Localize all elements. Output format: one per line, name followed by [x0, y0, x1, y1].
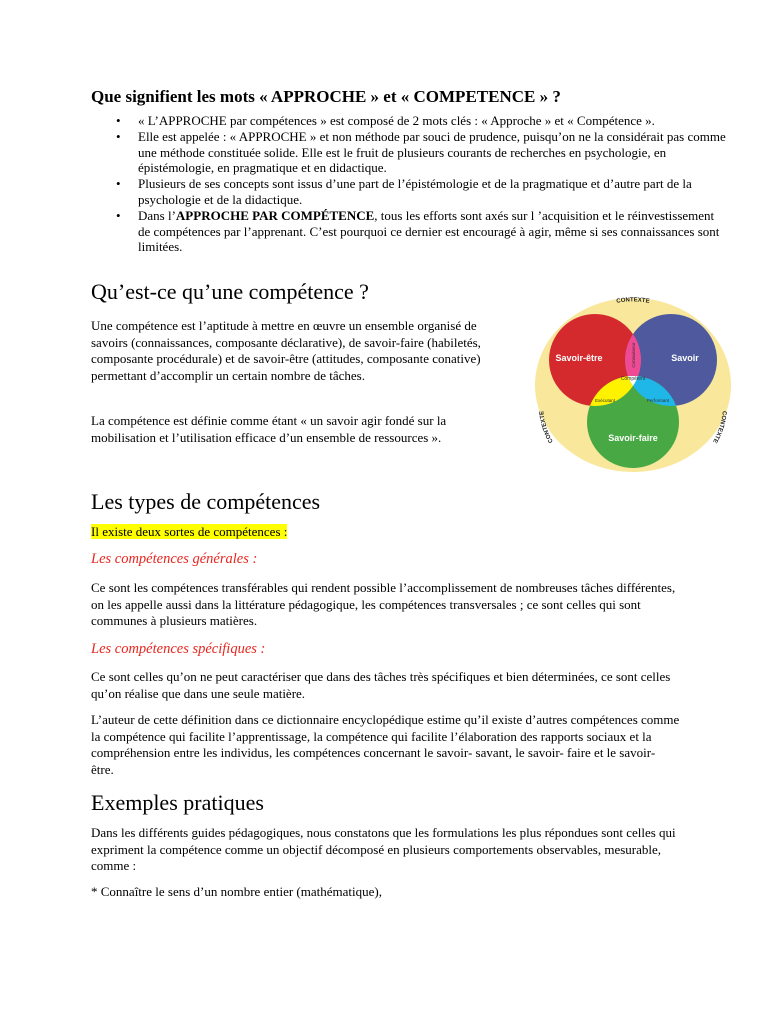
paragraph-auteur: L’auteur de cette définition dans ce dictionnaire encyclopédique estime qu’il existe d’autres compétences comme la compétence qui facilite l’apprentissage, la compétence qui facilite l’élaboration des rapports sociaux et la compréhension entre les individus, les compétences concernant le savoir- savant, le savoir- faire et le savoir- être. [91, 712, 680, 777]
competent-label: Compétent [620, 376, 646, 382]
bullet-text: Dans l’ [138, 207, 176, 223]
bullet-list [91, 113, 728, 255]
section-heading-approche: Que signifient les mots « APPROCHE » et « COMPETENCE » ? [91, 87, 561, 106]
context-label-left: CONTEXTE [539, 410, 555, 444]
subheading-generales: Les compétences générales : [91, 551, 258, 567]
bullet-text: , tous les efforts sont axés sur l ’acquisition et le réinvestissement de compétences par l’apprenant. C’est pourquoi ce dernier est encouragé à agir, même si ses connaissances sont limitées. [138, 207, 720, 255]
performant-label: Performant [646, 398, 670, 403]
context-label-top: CONTEXTE [616, 297, 650, 305]
bullet-item: • Plusieurs de ses concepts sont issus d’une part de l’épistémologie et de la pragmatique et d’autre part de la psychologie et de la didactique. [138, 176, 728, 208]
example-item: * Connaître le sens d’un nombre entier (mathématique), [91, 884, 382, 899]
connaisseur-label: Connaisseur [631, 342, 636, 368]
bullet-item [138, 208, 728, 255]
paragraph-specifiques: Ce sont celles qu’on ne peut caractériser que dans des tâches très spécifiques et bien déterminées, ce sont celles qu’on réalise que dans une seule matière. [91, 669, 671, 701]
section-heading-types: Les types de compétences [91, 489, 321, 514]
paragraph-exemples: Dans les différents guides pédagogiques, nous constatons que les formulations les plus répondues sont celles qui expriment la compétence comme un objectif décomposé en plusieurs comportements observables, mesurable, comme : [91, 825, 676, 874]
types-intro [91, 524, 681, 541]
highlighted-text: Il existe deux sortes de compétences : [91, 524, 288, 539]
definition-paragraph: La compétence est définie comme étant « un savoir agir fondé sur la mobilisation et l’utilisation efficace d’un ensemble de ressources ». [91, 413, 447, 445]
subheading-specifiques: Les compétences spécifiques : [91, 641, 266, 657]
competence-venn-diagram [533, 295, 733, 475]
savoir-label: Savoir [671, 353, 699, 363]
executant-label: Exécutant [594, 398, 616, 403]
bullet-item: • Elle est appelée : « APPROCHE » et non méthode par souci de prudence, puisqu’on ne la considérait pas comme une méthode constituée solide. Elle est le fruit de plusieurs courants de recherches en psychologie, en épistémologie, en pragmatique et en didactique. [138, 129, 728, 176]
section-heading-competence: Qu’est-ce qu’une compétence ? [91, 279, 369, 304]
paragraph-generales: Ce sont les compétences transférables qui rendent possible l’accomplissement de nombreuses tâches différentes, on les appelle aussi dans la littérature pédagogique, les compétences transversales ; ce sont celles qui sont communes à plusieurs matières. [91, 580, 676, 629]
bullet-bold-term: APPROCHE PAR COMPÉTENCE [175, 207, 375, 223]
section-heading-exemples: Exemples pratiques [91, 790, 264, 815]
bullet-item: • « L’APPROCHE par compétences » est composé de 2 mots clés : « Approche » et « Compétence ». [138, 113, 728, 129]
savoir-faire-label: Savoir-faire [608, 433, 658, 443]
savoir-etre-label: Savoir-être [555, 353, 603, 363]
definition-paragraph: Une compétence est l’aptitude à mettre en œuvre un ensemble organisé de savoirs (connaissances, composante déclarative), de savoir-faire (habiletés, composante procédurale) et de savoir-être (attitudes, composante conative) permettant d’accomplir un certain nombre de tâches. [91, 318, 481, 383]
context-label-right: CONTEXTE [711, 410, 727, 444]
